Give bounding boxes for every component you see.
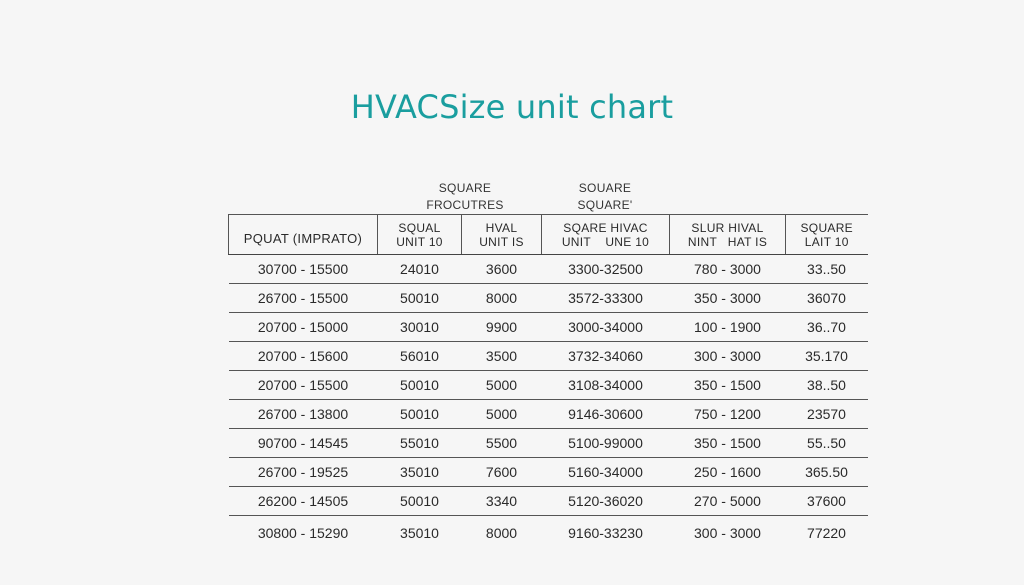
- table-cell: 37600: [786, 487, 868, 516]
- table-cell: 5500: [462, 429, 542, 458]
- table-cell: 36..70: [786, 313, 868, 342]
- column-header-3: [462, 215, 542, 255]
- table-cell: 55010: [378, 429, 462, 458]
- table-row: [229, 429, 868, 458]
- table-cell: 8000: [485, 525, 518, 541]
- table-cell: 20700 - 15000: [229, 313, 378, 342]
- table-cell: 26700 - 19525: [229, 458, 378, 487]
- table-cell: 26700 - 13800: [229, 400, 378, 429]
- table-cell: 3300-32500: [542, 255, 670, 284]
- table-cell: 9900: [462, 313, 542, 342]
- table-cell: 26700 - 15500: [229, 284, 378, 313]
- column-header-6-line2: LAIT 10: [804, 234, 849, 249]
- table-row: [229, 516, 868, 551]
- column-header-5-line1: SLUR HIVAL: [691, 220, 764, 235]
- table-row: [229, 458, 868, 487]
- table-cell: 36070: [786, 284, 868, 313]
- column-header-4-line2: UNIT UNE 10: [561, 234, 650, 249]
- table-cell: 5000: [462, 371, 542, 400]
- column-header-5-line2: NINT HAT IS: [687, 234, 768, 249]
- table-cell: 50010: [378, 487, 462, 516]
- table-cell: 3500: [462, 342, 542, 371]
- table-cell: 3000-34000: [542, 313, 670, 342]
- table-cell: 270 - 5000: [670, 487, 786, 516]
- column-header-5: [670, 215, 786, 255]
- table-cell: 3340: [462, 487, 542, 516]
- table-cell: 3108-34000: [542, 371, 670, 400]
- table-cell: 300 - 3000: [694, 525, 761, 541]
- column-header-1-line1: PQUAT (IMPRATO): [243, 230, 363, 246]
- table-cell: 365.50: [786, 458, 868, 487]
- table-cell: 750 - 1200: [670, 400, 786, 429]
- table-row: [229, 400, 868, 429]
- group-header-1: [400, 180, 530, 214]
- table-cell: 250 - 1600: [670, 458, 786, 487]
- table-cell: 30010: [378, 313, 462, 342]
- group-header-1-line1: SQUARE: [438, 181, 492, 195]
- table-body: [229, 255, 868, 551]
- group-header-2-line2: SQUARE': [577, 198, 633, 212]
- table-cell: 77220: [807, 525, 846, 541]
- column-header-3-line2: UNIT IS: [479, 234, 524, 249]
- table-cell: 23570: [786, 400, 868, 429]
- table-cell: 780 - 3000: [670, 255, 786, 284]
- table-cell: 3600: [462, 255, 542, 284]
- table-cell: 5000: [462, 400, 542, 429]
- table-cell: 5100-99000: [542, 429, 670, 458]
- table-cell: 56010: [378, 342, 462, 371]
- table-row: [229, 255, 868, 284]
- table-cell: 7600: [462, 458, 542, 487]
- column-header-3-line1: HVAL: [485, 220, 518, 235]
- column-header-4-line1: SQARE HIVAC: [563, 220, 648, 235]
- table-cell: 5160-34000: [542, 458, 670, 487]
- table-row: [229, 487, 868, 516]
- table-cell: 38..50: [786, 371, 868, 400]
- column-header-2-line2: UNIT 10: [396, 234, 443, 249]
- table-cell: 24010: [378, 255, 462, 284]
- column-header-2: [378, 215, 462, 255]
- group-header-2: [545, 180, 665, 214]
- table-cell: 35010: [378, 458, 462, 487]
- table-cell: 50010: [378, 400, 462, 429]
- column-header-6: [786, 215, 868, 255]
- table-cell: 100 - 1900: [670, 313, 786, 342]
- table-cell: 9146-30600: [542, 400, 670, 429]
- table-cell: 30700 - 15500: [229, 255, 378, 284]
- table-cell: 20700 - 15600: [229, 342, 378, 371]
- hvac-size-table: [228, 214, 868, 550]
- column-header-6-line1: SQUARE: [800, 220, 853, 235]
- column-header-4: [542, 215, 670, 255]
- table-cell: 9160-33230: [568, 525, 643, 541]
- table-cell: 20700 - 15500: [229, 371, 378, 400]
- table-header-row: [229, 215, 868, 255]
- table-row: [229, 313, 868, 342]
- table-cell: 8000: [462, 284, 542, 313]
- column-header-1: [229, 215, 378, 255]
- group-header-2-line1: SOUARE: [578, 181, 632, 195]
- table-cell: 50010: [378, 284, 462, 313]
- table-row: [229, 342, 868, 371]
- table-cell: 300 - 3000: [670, 342, 786, 371]
- table-cell: 55..50: [786, 429, 868, 458]
- table-row: [229, 284, 868, 313]
- table-cell: 3572-33300: [542, 284, 670, 313]
- group-header-1-line2: FROCUTRES: [426, 198, 504, 212]
- table-cell: 35.170: [786, 342, 868, 371]
- column-header-2-line1: SQUAL: [398, 220, 441, 235]
- table-cell: 350 - 1500: [670, 429, 786, 458]
- table-cell: 35010: [400, 525, 439, 541]
- table-cell: 50010: [378, 371, 462, 400]
- table-cell: 3732-34060: [542, 342, 670, 371]
- table-cell: 26200 - 14505: [229, 487, 378, 516]
- table-cell: 90700 - 14545: [229, 429, 378, 458]
- table-cell: 350 - 1500: [670, 371, 786, 400]
- table-row: [229, 371, 868, 400]
- table-cell: 350 - 3000: [670, 284, 786, 313]
- table-cell: 30800 - 15290: [257, 525, 349, 541]
- page-title: HVACSize unit chart: [350, 88, 674, 126]
- table-cell: 5120-36020: [542, 487, 670, 516]
- table-cell: 33..50: [786, 255, 868, 284]
